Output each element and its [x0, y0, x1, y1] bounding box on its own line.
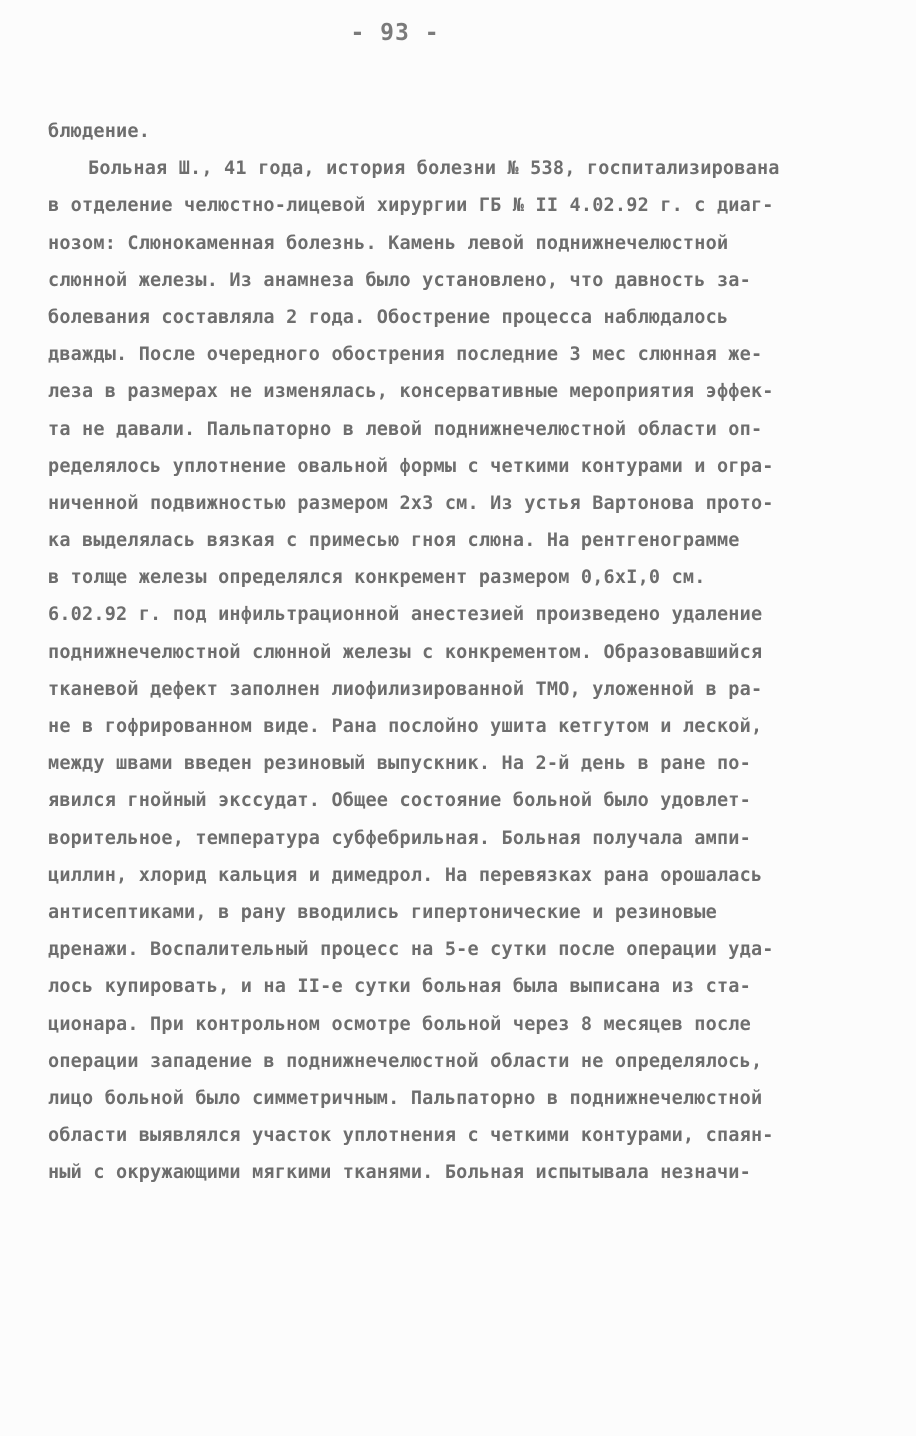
text-line: лось купировать, и на II-е сутки больная была выписана из ста- — [48, 976, 751, 998]
text-line: та не давали. Пальпаторно в левой поднижнечелюстной области оп- — [48, 418, 763, 440]
text-line: области выявлялся участок уплотнения с четкими контурами, спаян- — [48, 1125, 774, 1147]
text-line: 6.02.92 г. под инфильтрационной анестезией произведено удаление — [48, 604, 763, 626]
text-line: ниченной подвижностью размером 2х3 см. Из устья Вартонова прото- — [48, 492, 774, 514]
text-line: операции западение в поднижнечелюстной области не определялось, — [48, 1050, 763, 1072]
text-line: дренажи. Воспалительный процесс на 5-е сутки после операции уда- — [48, 939, 774, 961]
body-text — [48, 113, 878, 1191]
text-line: ворительное, температура субфебрильная. Больная получала ампи- — [48, 827, 751, 849]
text-line: поднижнечелюстной слюнной железы с конкрементом. Образовавшийся — [48, 641, 763, 663]
text-line: не в гофрированном виде. Рана послойно ушита кетгутом и леской, — [48, 716, 763, 737]
text-line: леза в размерах не изменялась, консервативные мероприятия эффек- — [48, 381, 774, 403]
text-line: нозом: Слюнокаменная болезнь. Камень левой поднижнечелюстной — [48, 232, 729, 254]
text-line: блюдение. — [48, 121, 151, 142]
text-line: Больная Ш., 41 года, история болезни № 538, госпитализирована — [88, 158, 780, 180]
text-line: тканевой дефект заполнен лиофилизированной ТМО, уложенной в ра- — [48, 678, 763, 700]
text-line: слюнной железы. Из анамнеза было установлено, что давность за- — [48, 269, 751, 291]
text-line: ный с окружающими мягкими тканями. Больная испытывала незначи- — [48, 1162, 751, 1184]
text-line: антисептиками, в рану вводились гипертонические и резиновые — [48, 901, 717, 923]
text-line: в отделение челюстно-лицевой хирургии ГБ № II 4.02.92 г. с диаг- — [48, 195, 774, 217]
text-line: лицо больной было симметричным. Пальпаторно в поднижнечелюстной — [48, 1087, 763, 1109]
text-line: явился гнойный экссудат. Общее состояние больной было удовлет- — [48, 790, 751, 812]
text-line: циллин, хлорид кальция и димедрол. На перевязках рана орошалась — [48, 864, 763, 886]
text-line: между швами введен резиновый выпускник. На 2-й день в ране по- — [48, 753, 751, 775]
text-line: дважды. После очередного обострения последние 3 мес слюнная же- — [48, 344, 763, 366]
text-line: болевания составляла 2 года. Обострение процесса наблюдалось — [48, 306, 729, 328]
page-number: - 93 - — [350, 20, 440, 46]
text-line: ка выделялась вязкая с примесью гноя слюна. На рентгенограмме — [48, 530, 740, 552]
text-line: ределялось уплотнение овальной формы с четкими контурами и огра- — [48, 455, 774, 477]
text-line: ционара. При контрольном осмотре больной через 8 месяцев после — [48, 1013, 751, 1035]
text-line: в толще железы определялся конкремент размером 0,6хI,0 см. — [48, 567, 706, 589]
